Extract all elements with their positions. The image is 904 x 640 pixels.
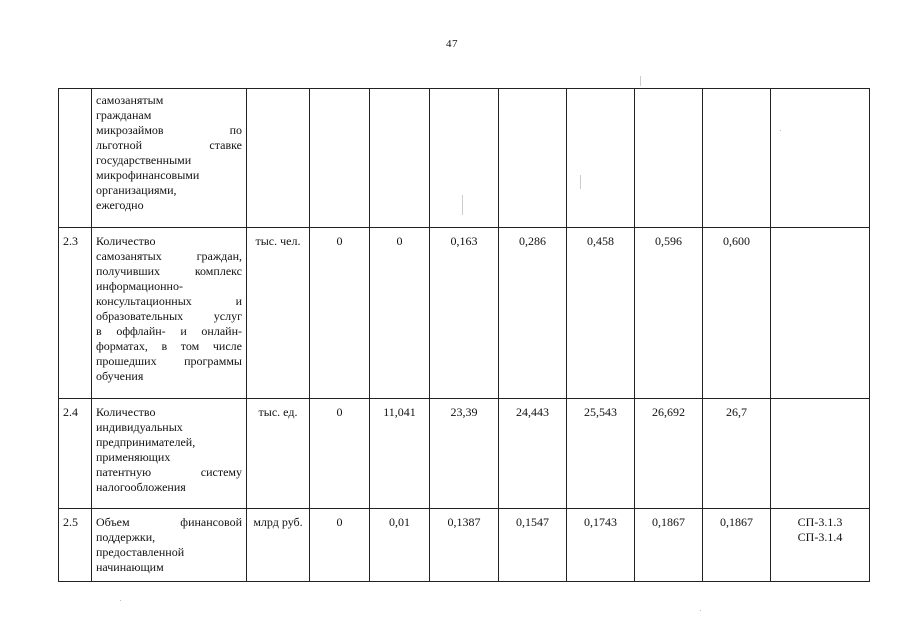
row-number: 2.3 [59, 228, 92, 399]
value-cell [567, 89, 635, 228]
value-cell: 0,458 [567, 228, 635, 399]
value-cell: 0,1547 [499, 509, 567, 582]
description-line: в оффлайн- и онлайн- [96, 324, 242, 338]
description-line: микрофинансовыми [96, 168, 200, 182]
description-line: применяющих [96, 450, 171, 464]
table-row [59, 89, 870, 228]
value-cell [499, 89, 567, 228]
value-cell: 0,1387 [430, 509, 499, 582]
table-row [59, 509, 870, 582]
description-line: форматах, в том числе [96, 339, 242, 353]
description-line: самозанятых граждан, [96, 249, 242, 263]
reference-code: СП-3.1.3 [797, 515, 843, 529]
indicator-description [92, 399, 247, 509]
description-line: обучения [96, 369, 144, 383]
value-cell: 26,692 [635, 399, 703, 509]
indicator-description [92, 89, 247, 228]
scan-speck [780, 130, 781, 131]
value-cell: 24,443 [499, 399, 567, 509]
value-cell [370, 89, 430, 228]
description-line: ежегодно [96, 198, 144, 212]
description-line: прошедших программы [96, 354, 242, 368]
table-body [59, 89, 870, 582]
unit-of-measure: тыс. ед. [247, 399, 310, 509]
description-line: предпринимателей, [96, 435, 196, 449]
table-row [59, 399, 870, 509]
value-cell: 0,596 [635, 228, 703, 399]
reference-cell [771, 509, 870, 582]
scan-speck [700, 610, 701, 611]
scan-speck [120, 600, 121, 601]
reference-code: СП-3.1.4 [797, 530, 843, 544]
description-line: льготной ставке [96, 138, 242, 152]
value-cell: 0 [310, 509, 370, 582]
value-cell: 0,1743 [567, 509, 635, 582]
value-cell: 25,543 [567, 399, 635, 509]
unit-of-measure: млрд руб. [247, 509, 310, 582]
description-line: консультационных и [96, 294, 242, 308]
description-line: налогообложения [96, 480, 186, 494]
description-line: гражданам [96, 108, 152, 122]
description-line: информационно- [96, 279, 183, 293]
value-cell: 0,1867 [703, 509, 771, 582]
value-cell [703, 89, 771, 228]
value-cell [430, 89, 499, 228]
description-line: патентную систему [96, 465, 242, 479]
description-line: Объем финансовой [96, 515, 242, 529]
description-line: Количество [96, 234, 156, 248]
reference-cell [771, 89, 870, 228]
row-number: 2.5 [59, 509, 92, 582]
description-line: государственными [96, 153, 192, 167]
unit-of-measure [247, 89, 310, 228]
value-cell [635, 89, 703, 228]
value-cell: 0,1867 [635, 509, 703, 582]
reference-cell [771, 399, 870, 509]
indicators-table [58, 88, 870, 582]
description-line: самозанятым [96, 93, 164, 107]
value-cell [310, 89, 370, 228]
value-cell: 0,01 [370, 509, 430, 582]
indicator-description [92, 228, 247, 399]
value-cell: 0 [310, 228, 370, 399]
description-line: поддержки, [96, 530, 156, 544]
value-cell: 23,39 [430, 399, 499, 509]
description-line: организациями, [96, 183, 177, 197]
row-number [59, 89, 92, 228]
value-cell: 0,163 [430, 228, 499, 399]
value-cell: 26,7 [703, 399, 771, 509]
row-number: 2.4 [59, 399, 92, 509]
value-cell: 0 [370, 228, 430, 399]
reference-cell [771, 228, 870, 399]
indicator-description [92, 509, 247, 582]
description-line: предоставленной [96, 545, 185, 559]
description-line: индивидуальных [96, 420, 183, 434]
value-cell: 0 [310, 399, 370, 509]
description-line: получивших комплекс [96, 264, 242, 278]
description-line: микрозаймов по [96, 123, 242, 137]
value-cell: 0,600 [703, 228, 771, 399]
scan-speck [580, 175, 581, 189]
page-number: 47 [446, 38, 458, 50]
table-row [59, 228, 870, 399]
unit-of-measure: тыс. чел. [247, 228, 310, 399]
value-cell: 11,041 [370, 399, 430, 509]
scan-speck [462, 195, 463, 215]
description-line: образовательных услуг [96, 309, 242, 323]
description-line: начинающим [96, 560, 164, 574]
description-line: Количество [96, 405, 156, 419]
scan-speck [640, 76, 641, 86]
value-cell: 0,286 [499, 228, 567, 399]
